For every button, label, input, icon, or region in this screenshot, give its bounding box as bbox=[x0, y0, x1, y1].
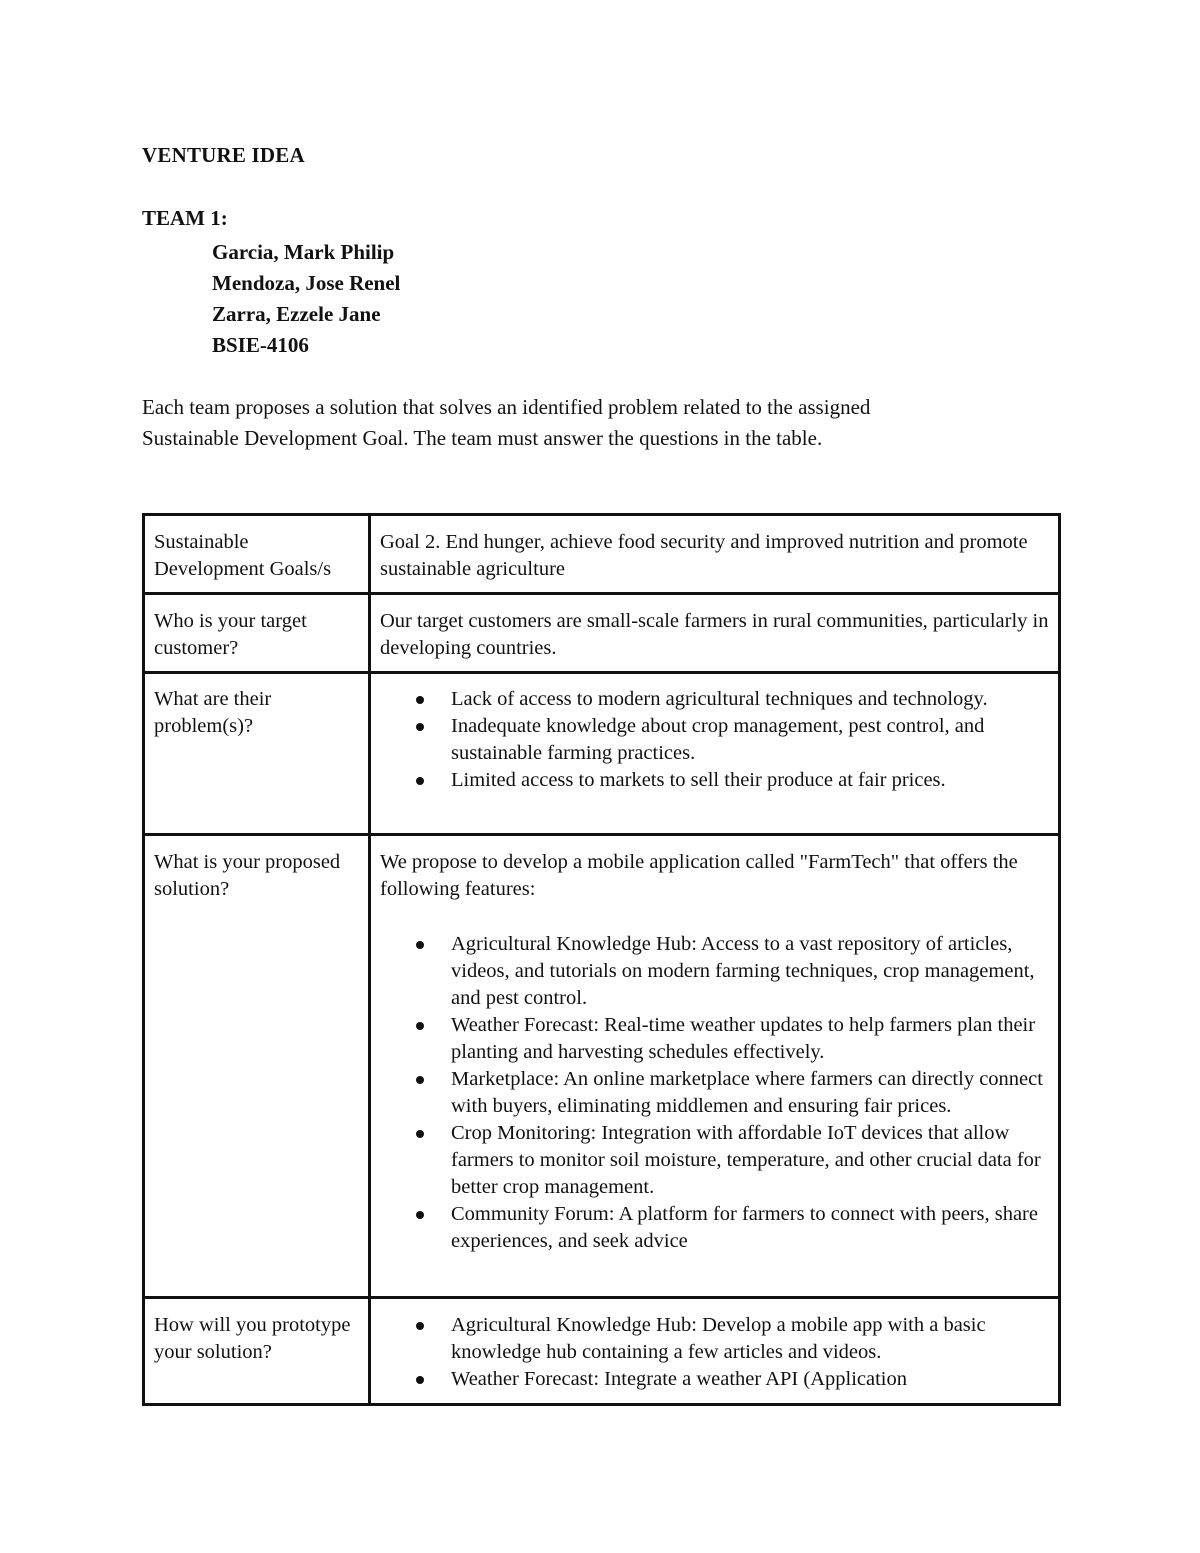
answer-cell: Goal 2. End hunger, achieve food security and improved nutrition and promote sustainable agriculture bbox=[370, 515, 1060, 594]
list-item: Community Forum: A platform for farmers to connect with peers, share experiences, and seek advice bbox=[380, 1201, 1049, 1255]
intro-paragraph bbox=[142, 392, 1042, 454]
list-item: Weather Forecast: Integrate a weather API (Application bbox=[380, 1366, 1049, 1393]
table-row-problems bbox=[144, 673, 1060, 835]
document-title: VENTURE IDEA bbox=[142, 143, 305, 167]
question-cell: What are their problem(s)? bbox=[144, 673, 370, 835]
list-item: Lack of access to modern agricultural techniques and technology. bbox=[380, 686, 1049, 713]
question-cell: What is your proposed solution? bbox=[144, 835, 370, 1298]
team-member: Zarra, Ezzele Jane bbox=[212, 302, 381, 326]
venture-idea-table bbox=[142, 513, 1061, 1406]
team-member: Garcia, Mark Philip bbox=[212, 240, 395, 264]
answer-cell: Our target customers are small-scale farmers in rural communities, particularly in developing countries. bbox=[370, 594, 1060, 673]
team-label: TEAM 1: bbox=[142, 206, 228, 230]
list-item: Weather Forecast: Real-time weather updates to help farmers plan their planting and harvesting schedules effectively. bbox=[380, 1012, 1049, 1066]
answer-cell bbox=[370, 835, 1060, 1298]
answer-cell bbox=[370, 1298, 1060, 1405]
question-cell: Sustainable Development Goals/s bbox=[144, 515, 370, 594]
list-item: Limited access to markets to sell their produce at fair prices. bbox=[380, 767, 1049, 794]
list-item: Marketplace: An online marketplace where farmers can directly connect with buyers, eliminating middlemen and ensuring fair prices. bbox=[380, 1066, 1049, 1120]
problem-list bbox=[380, 686, 1049, 794]
intro-line: Each team proposes a solution that solves an identified problem related to the assigned bbox=[142, 395, 871, 419]
list-item: Crop Monitoring: Integration with affordable IoT devices that allow farmers to monitor soil moisture, temperature, and other crucial data for better crop management. bbox=[380, 1120, 1049, 1201]
list-item: Agricultural Knowledge Hub: Access to a vast repository of articles, videos, and tutorials on modern farming techniques, crop management, and pest control. bbox=[380, 931, 1049, 1012]
feature-list bbox=[380, 931, 1049, 1255]
section-code: BSIE-4106 bbox=[212, 333, 309, 357]
answer-cell bbox=[370, 673, 1060, 835]
prototype-list bbox=[380, 1312, 1049, 1393]
intro-line: Sustainable Development Goal. The team must answer the questions in the table. bbox=[142, 426, 823, 450]
solution-intro: We propose to develop a mobile application called "FarmTech" that offers the following features: bbox=[380, 851, 1018, 900]
question-cell: How will you prototype your solution? bbox=[144, 1298, 370, 1405]
team-members-list bbox=[212, 237, 400, 361]
team-member: Mendoza, Jose Renel bbox=[212, 271, 401, 295]
table-row-solution bbox=[144, 835, 1060, 1298]
list-item: Agricultural Knowledge Hub: Develop a mobile app with a basic knowledge hub containing a few articles and videos. bbox=[380, 1312, 1049, 1366]
table-row-sdg bbox=[144, 515, 1060, 594]
question-cell: Who is your target customer? bbox=[144, 594, 370, 673]
list-item: Inadequate knowledge about crop management, pest control, and sustainable farming practices. bbox=[380, 713, 1049, 767]
table-row-customer bbox=[144, 594, 1060, 673]
table-row-prototype bbox=[144, 1298, 1060, 1405]
